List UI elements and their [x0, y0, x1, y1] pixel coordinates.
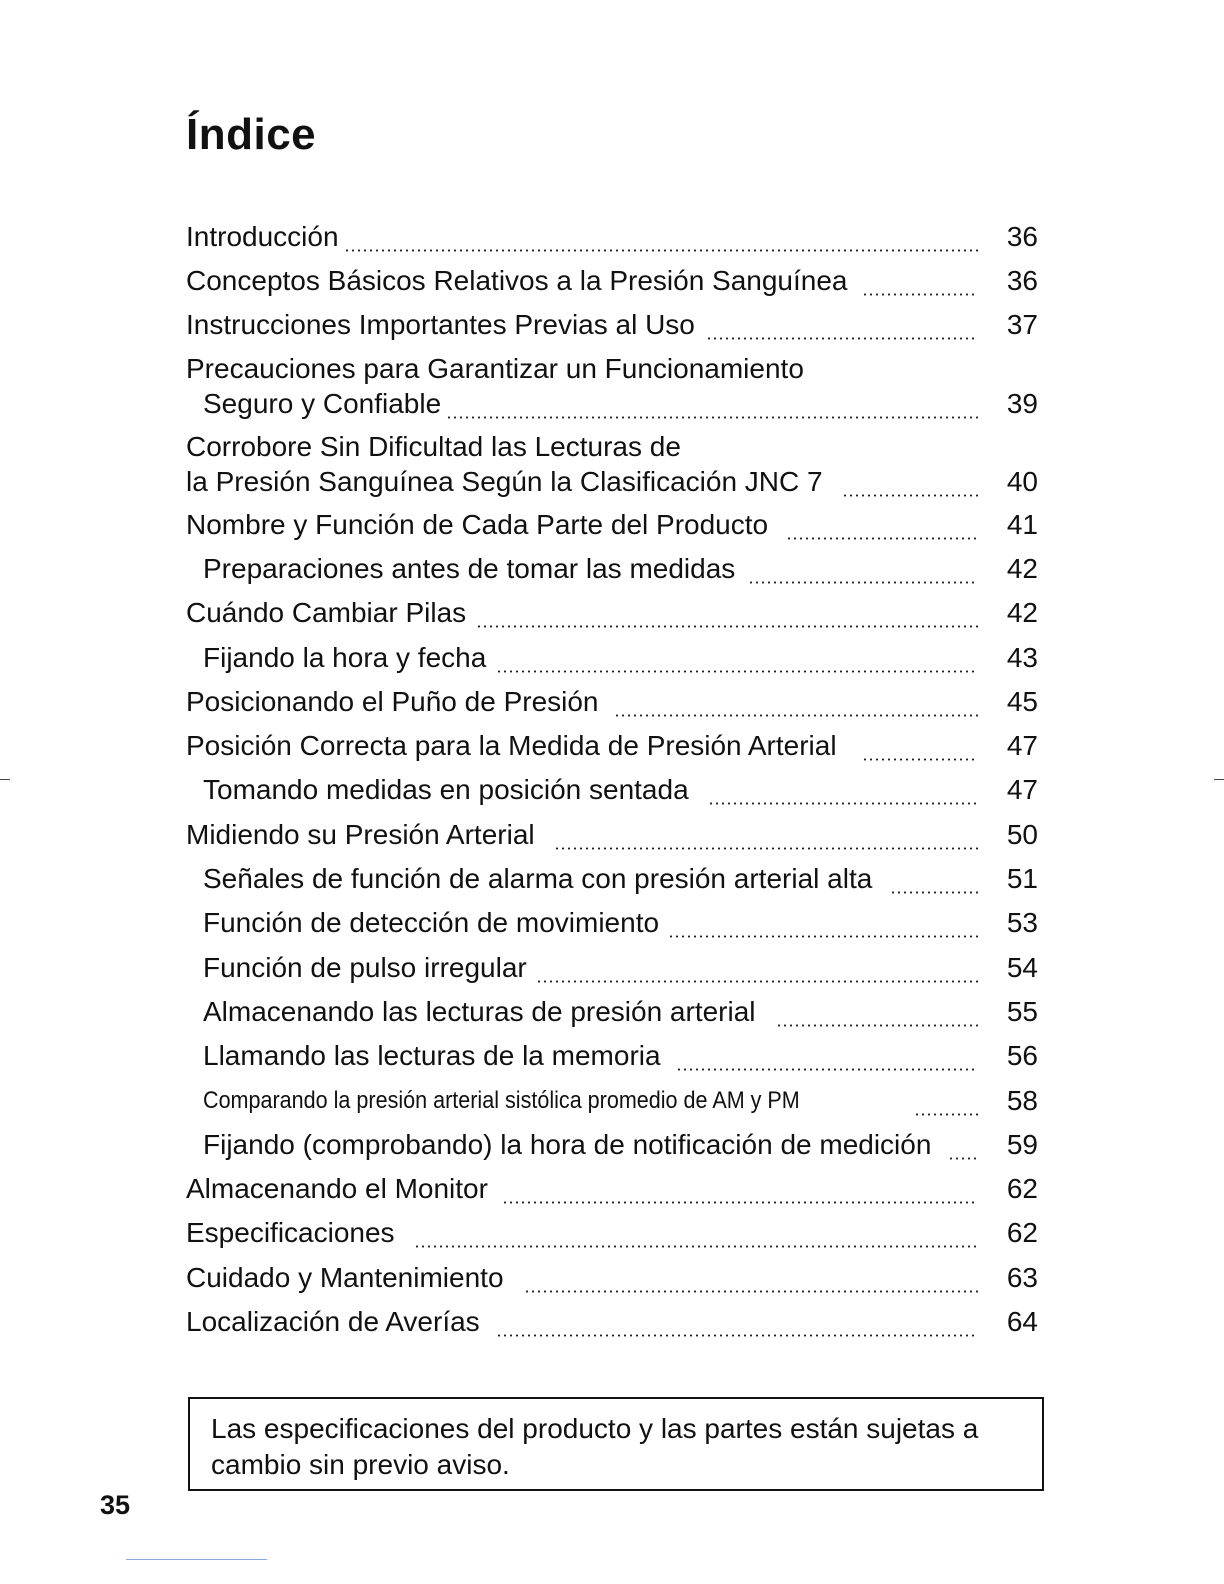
toc-entry-page: 55: [1006, 996, 1038, 1027]
dot-leader: [748, 581, 978, 584]
toc-entry-label-line1: Corrobore Sin Dificultad las Lecturas de: [186, 431, 681, 462]
toc-entry-movimiento: [186, 906, 1038, 950]
toc-entry-introduccion: [186, 220, 1038, 264]
toc-entry-page: 36: [1006, 221, 1038, 252]
toc-entry-hora-fecha: [186, 641, 1038, 685]
dot-leader: [890, 891, 978, 894]
toc-entry-almacenando-lecturas: [186, 995, 1038, 1039]
toc-entry-label: Comparando la presión arterial sistólica promedio de AM y PM: [203, 1087, 800, 1114]
dot-leader: [502, 1201, 978, 1204]
toc-entry-especificaciones: [186, 1216, 1038, 1260]
toc-entry-label: Posición Correcta para la Medida de Presión Arterial: [186, 730, 837, 761]
dot-leader: [776, 1024, 978, 1027]
dot-leader: [496, 670, 978, 673]
toc-entry-label: Fijando (comprobando) la hora de notificación de medición: [203, 1129, 932, 1160]
dot-leader: [414, 1245, 978, 1248]
toc-entry-page: 50: [1006, 819, 1038, 850]
dot-leader: [476, 625, 978, 628]
toc-entry-page: 43: [1006, 642, 1038, 673]
toc-entry-puno: [186, 685, 1038, 729]
toc-entry-corrobore: [186, 430, 1038, 497]
toc-entry-label: Seguro y Confiable: [203, 388, 442, 419]
toc-entry-midiendo: [186, 818, 1038, 862]
toc-entry-label: Función de detección de movimiento: [203, 907, 660, 938]
dot-leader: [446, 416, 978, 419]
toc-entry-page: 62: [1006, 1217, 1038, 1248]
toc-entry-label: Midiendo su Presión Arterial: [186, 819, 535, 850]
toc-entry-page: 47: [1006, 774, 1038, 805]
dot-leader: [496, 1334, 978, 1337]
toc-entry-cambiar-pilas: [186, 596, 1038, 640]
toc-entry-page: 64: [1006, 1306, 1038, 1337]
toc-entry-page: 45: [1006, 686, 1038, 717]
crop-mark-left: [0, 779, 10, 780]
notice-box: [188, 1397, 1044, 1491]
dot-leader: [914, 1113, 978, 1116]
toc-entry-label: Almacenando las lecturas de presión arterial: [203, 996, 756, 1027]
toc-entry-page: 47: [1006, 730, 1038, 761]
toc-entry-label: Preparaciones antes de tomar las medidas: [203, 553, 736, 584]
toc-entry-label: Función de pulso irregular: [203, 952, 527, 983]
toc-entry-almacenando-monitor: [186, 1172, 1038, 1216]
toc-entry-page: 41: [1006, 509, 1038, 540]
dot-leader: [554, 847, 978, 850]
page-number: 35: [100, 1490, 131, 1520]
crop-mark-right: [1214, 779, 1224, 780]
toc-entry-page: 36: [1006, 265, 1038, 296]
toc-entry-cuidado: [186, 1261, 1038, 1305]
dot-leader: [668, 935, 978, 938]
toc-entry-alarma: [186, 862, 1038, 906]
dot-leader: [524, 1290, 978, 1293]
notice-text: Las especificaciones del producto y las partes están sujetas a cambio sin previo aviso.: [211, 1413, 979, 1480]
dot-leader: [536, 980, 978, 983]
dot-leader: [344, 249, 978, 252]
toc-entry-precauciones: [186, 352, 1038, 419]
toc-entry-nombre: [186, 508, 1038, 552]
toc-entry-posicion-correcta: [186, 729, 1038, 773]
toc-entry-page: 39: [1006, 388, 1038, 419]
dot-leader: [614, 714, 978, 717]
dot-leader: [706, 337, 978, 340]
toc-entry-label: Almacenando el Monitor: [186, 1173, 488, 1204]
toc-entry-preparaciones: [186, 552, 1038, 596]
page-title: Índice: [186, 110, 317, 159]
toc-entry-page: 51: [1006, 863, 1038, 894]
toc-entry-label: Nombre y Función de Cada Parte del Producto: [186, 509, 769, 540]
toc-entry-label: Localización de Averías: [186, 1306, 480, 1337]
toc-entry-comparando: [186, 1084, 1038, 1128]
toc-entry-label: la Presión Sanguínea Según la Clasificación JNC 7: [186, 466, 823, 497]
dot-leader: [786, 537, 978, 540]
toc-entry-label: Especificaciones: [186, 1217, 395, 1248]
toc-entry-sentada: [186, 773, 1038, 817]
toc-entry-page: 59: [1006, 1129, 1038, 1160]
toc-entry-label: Tomando medidas en posición sentada: [203, 774, 689, 805]
toc-entry-page: 56: [1006, 1040, 1038, 1071]
toc-entry-label: Introducción: [186, 221, 339, 252]
toc-entry-notificacion: [186, 1128, 1038, 1172]
toc-entry-label: Conceptos Básicos Relativos a la Presión Sanguínea: [186, 265, 848, 296]
crop-mark-bottom: [126, 1559, 267, 1560]
toc-entry-page: 62: [1006, 1173, 1038, 1204]
toc-entry-averias: [186, 1305, 1038, 1349]
toc-entry-label: Instrucciones Importantes Previas al Uso: [186, 309, 695, 340]
dot-leader: [708, 802, 978, 805]
toc-entry-label: Fijando la hora y fecha: [203, 642, 487, 673]
toc-entry-conceptos: [186, 264, 1038, 308]
toc-entry-label: Cuándo Cambiar Pilas: [186, 597, 467, 628]
toc-entry-page: 42: [1006, 597, 1038, 628]
toc-entry-label-line1: Precauciones para Garantizar un Funcionamiento: [186, 353, 804, 384]
toc-entry-page: 63: [1006, 1262, 1038, 1293]
dot-leader: [676, 1068, 978, 1071]
dot-leader: [842, 494, 978, 497]
dot-leader: [948, 1157, 978, 1160]
toc-entry-label: Señales de función de alarma con presión arterial alta: [203, 863, 873, 894]
toc-entry-page: 37: [1006, 309, 1038, 340]
toc-entry-label: Cuidado y Mantenimiento: [186, 1262, 504, 1293]
toc-entry-page: 53: [1006, 907, 1038, 938]
toc-entry-memoria: [186, 1039, 1038, 1083]
dot-leader: [862, 758, 978, 761]
toc-entry-label: Posicionando el Puño de Presión: [186, 686, 599, 717]
toc-entry-label: Llamando las lecturas de la memoria: [203, 1040, 661, 1071]
toc-entry-instrucciones: [186, 308, 1038, 352]
toc-entry-pulso: [186, 951, 1038, 995]
toc-entry-page: 54: [1006, 952, 1038, 983]
dot-leader: [862, 293, 978, 296]
toc-entry-page: 58: [1006, 1085, 1038, 1116]
toc-entry-page: 40: [1006, 466, 1038, 497]
toc-entry-page: 42: [1006, 553, 1038, 584]
